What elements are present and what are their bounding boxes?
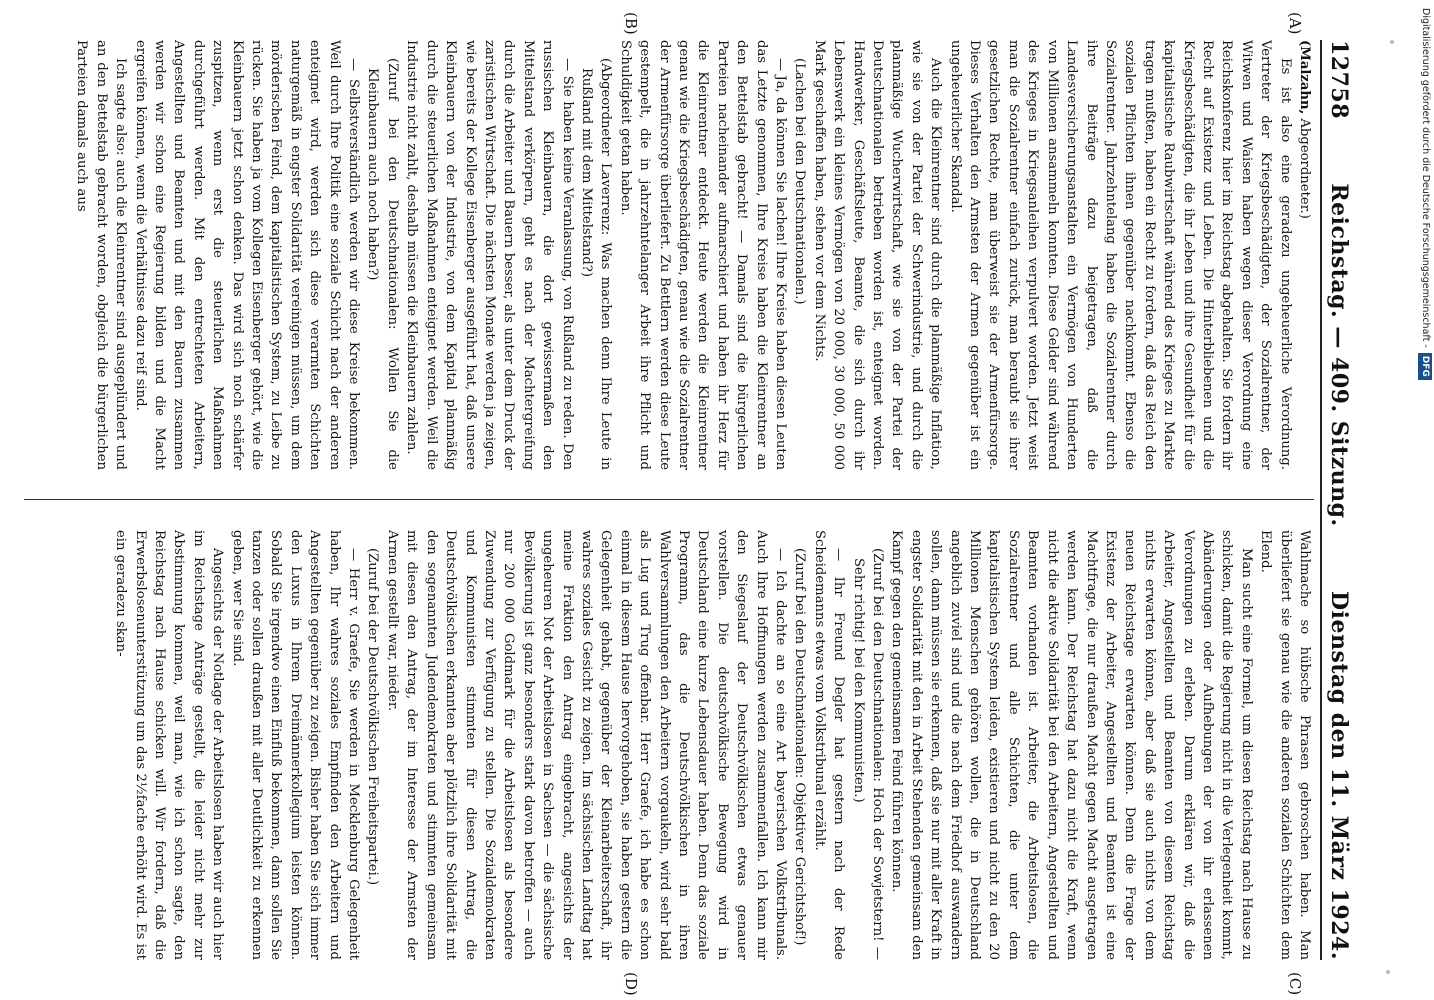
speaker-name: (Malzahn, [1297,40,1312,115]
column-divider [24,499,1314,500]
paragraph: Angesichts der Notlage der Arbeitslosen haben wir auch hier im Reichstage Anträge gestellt, die leider nicht mehr zur Abstimmung kommen, weil man, wie ich schon sagte, den Reichstag nach Hause schicken will. Wir fordern, daß die Erwerbslosenunterstützung um das 2½fache erhöht wird. Es ist ein geradezu skan- [113,530,226,960]
credit-text: Digitalisierung gefördert durch die Deutsche Forschungsgemeinschaft - [1420,8,1431,348]
interjection: (Zuruf bei den Deutschnationalen: Hoch der Sowjetstern! — Sehr richtig! bei den Kommunisten.) [850,548,886,960]
interjection: (Zuruf bei den Deutschnationalen: Objektiver Gerichtshof!) [792,548,808,946]
paragraph: — Selbstverständlich werden wir diese Kreise bekommen. Weil durch Ihre Politik eine soziale Schicht nach der anderen enteignet wird, werden sich diese verarmten Schichten naturgemäß in engster Solidarität vereinigen müssen, um dem mörderischen Feind, dem kapitalistischen System, zu Leibe zu rücken. Sie haben ja vom Kollegen Eisenberger gehört, wie die Kleinbauern jetzt schon denken. Das wird sich noch schärfer zuspitzen, wenn erst die steuerlichen Maßnahmen durchgeführt werden. Mit den entrechteten Arbeitern, Angestellten und Beamten und mit den Bauern zusammen werden wir schon eine Regierung bilden und die Macht ergreifen können, wenn die Verhältnisse dazu reif sind. [132,40,362,470]
paragraph: Es ist also eine geradezu ungeheuerliche Verordnung. Vertreter der Kriegsbeschädigten, der Sozialrentner, der Witwen und Waisen haben wegen dieser Verordnung eine Reichskonferenz hier im Reichstag abgehalten. Sie fordern ihr Recht auf Existenz und Leben. Die Hinterbliebenen und die Kriegsbeschädigten, die ihr Leben und ihre Gesundheit für die kapitalistische Raubwirtschaft während des Krieges zu Markte tragen mußten, haben ein Recht zu fordern, daß das Reich den sozialen Pflichten ihnen gegenüber nachkommt. Ebenso die Sozialrentner. Jahrzehntelang haben die Sozialrentner durch ihre Beiträge dazu beigetragen, daß die Landesversicherungsanstalten ein Vermögen von Hunderten von Millionen ansammeln konnten. Diese Gelder sind während des Krieges in Kriegsanleihen verpulvert worden. Jetzt weist man die Sozialrentner einfach zurück, man beraubt sie ihrer gesetzlichen Rechte, man überweist sie der Armenfürsorge. Dieses Verhalten den Armsten der Armen gegenüber ist ein ungeheuerlicher Skandal. [947,40,1293,470]
speaker-line [1295,40,1314,470]
margin-marker-a: (A) [1286,12,1304,35]
margin-marker-b: (B) [622,12,640,35]
header-rule [1320,40,1322,960]
chamber-session-title: Reichstag. — 409. Sitzung. [1326,183,1352,527]
right-column [20,530,1314,960]
paragraph: — Herr v. Graefe, Sie werden in Mecklenburg Gelegenheit haben, Ihr wahres soziales Empfinden den Arbeitern und Angestellten gegenüber zu zeigen. Bisher haben Sie sich immer den Luxus in Ihrem Dreimännerkollegium leisten können. Sobald Sie irgendwo einen Einfluß bekommen, dann sollen Sie tanzen oder sollen draußen mit aller Deutlichkeit zu erkennen geben, wer Sie sind. [229,530,362,960]
session-date: Dienstag den 11. März 1924. [1326,591,1352,960]
paragraph: Man sucht eine Formel, um diesen Reichstag nach Hause zu schicken, damit die Regierung nicht in die Verlegenheit kommt, Abänderungen oder Aufhebungen der von ihr erlassenen Verordnungen zu erleben. Darum erklären wir, daß die Arbeiter, Angestellten und Beamten von diesem Reichstag nichts erwarten können, aber daß sie auch nichts von dem neuen Reichstage erwarten können. Denn die Frage der Existenz der Arbeiter, Angestellten und Beamten ist eine Machtfrage, die nur draußen Macht gegen Macht ausgetragen werden kann. Der Reichstag hat dazu nicht die Kraft, wenn nicht die aktive Solidarität bei den Arbeitern, Angestellten und Beamten vorhanden ist. Arbeiter, die Arbeitslosen, die Sozialrentner und alle Schichten, die unter dem kapitalistischen System leiden, existieren und nicht zu den 20 Millionen Menschen gehören wollen, die in Deutschland angeblich zuviel sind und die nach dem Friedhof auswandern sollen, dann müssen sie erkennen, daß sie nur mit aller Kraft in engster Solidarität mit den in Arbeit Stehenden gemeinsam den Kampf gegen den gemeinsamen Feind führen können. [889,530,1254,960]
interjection: (Zuruf bei den Deutschnationalen: Wollen Sie die Kleinbauern auch noch haben?) [365,58,400,470]
paragraph: — Ich dachte an so eine Art bayerischen Volkstribunals. Auch Ihre Hoffnungen werden zusammenfallen. Ich kann mir den Siegeslauf der Deutschvölkischen etwas genauer vorstellen. Die deutschvölkische Bewegung wird in Deutschland eine kurze Lebensdauer haben. Denn das soziale Programm, das die Deutschvölkischen in ihren Wahlversammlungen den Arbeitern vorgaukeln, wird sehr bald als Lug und Trug offenbar. Herr Graefe, ich habe es schon einmal in diesem Hause hervorgehoben, sie haben gestern die Gelegenheit gehabt, gegenüber der Kleinarbeiterschaft, ihr wahres soziales Gesicht zu zeigen. Im sächsischen Landtag hat meine Fraktion den Antrag eingebracht, angesichts der ungeheuren Not der Arbeitslosen in Sachsen — die sächsische Bevölkerung ist ganz besonders stark davon betroffen — auch nur 200 000 Goldmark für die Arbeitslosen als besondere Zuwendung zur Verfügung zu stellen. Die Sozialdemokraten und Kommunisten stimmten für diesen Antrag, die Deutschvölkischen erkannten aber plötzlich ihre Solidarität mit den sogenannten Judendemokraten und stimmten gemeinsam mit diesen den Antrag, der im Interesse der Armsten der Armen gestellt war, nieder. [384,530,789,960]
paragraph: — Ihr Freund Degler hat gestern nach der Rede Scheidemanns etwas vom Volkstribunal erzählt. [811,530,847,960]
scan-speck [1386,970,1390,974]
paragraph: Ich sagte also: auch die Kleinrentner sind ausgeplündert und an den Bettelstab gebracht worden, obgleich die bürgerlichen Parteien damals auch aus [74,40,129,470]
page-number: 12758 [1326,40,1352,120]
paragraph: — Sie haben keine Veranlassung, von Rußland zu reden. Den russischen Kleinbauern, die dort gewissermaßen den Mittelstand verkörpern, geht es nach der Machtergreifung durch die Arbeiter und Bauern besser, als unter dem Druck der zaristischen Wirtschaft. Die nächsten Monate werden ja zeigen, wie bereits der Kollege Eisenberger ausgeführt hat, daß unsere Kleinbauern von der Industrie, von dem Kapital planmäßig durch die steuerlichen Maßnahmen enteignet werden. Weil die Industrie nicht zahlt, deshalb müssen die Kleinbauern zahlen. [404,40,575,470]
dfg-logo: DFG [1418,353,1432,380]
paragraph: Auch die Kleinrentner sind durch die planmäßige Inflation, wie sie von der Partei der Schwerindustrie, und durch die planmäßige Wucherwirtschaft, wie sie von der Partei der Deutschnationalen betrieben worden ist, enteignet worden. Handwerker, Geschäftsleute, Beamte, die sich durch ihr Lebenswerk ein kleines Vermögen von 20 000, 30 000, 50 000 Mark geschaffen haben, stehen vor dem Nichts. [811,40,944,470]
interjection: (Zuruf bei der Deutschvölkischen Freiheitspartei.) [365,548,381,886]
left-column [20,40,1314,470]
interjection: (Abgeordneter Laverrenz: Was machen denn Ihre Leute in Rußland mit dem Mittelstand?) [578,58,614,470]
margin-marker-c: (C) [1286,972,1304,996]
paragraph: Wahlmache so hübsche Phrasen gebroschen haben. Man überliefert sie genau wie die anderen sozialen Schichten dem Elend. [1258,530,1312,960]
paragraph: — Ja, da können Sie lachen! Ihre Kreise haben diesen Leuten das Letzte genommen, Ihre Kreise haben die Kleinrentner an den Bettelstab gebracht! — Damals sind die bürgerlichen Parteien nacheinander aufmarschiert und haben ihr Herz für die Kleinrentner entdeckt. Heute werden die Kleinrentner genau wie die Kriegsbeschädigten, genau wie die Sozialrentner der Armenfürsorge überliefert. Zu Bettlern werden diese Leute gestempelt, die in jahrzehntelanger Arbeit ihre Pflicht und Schuldigkeit getan haben. [617,40,789,470]
digitization-credit [1418,8,1432,988]
interjection: (Lachen bei den Deutschnationalen.) [792,58,808,305]
margin-marker-d: (D) [622,972,640,996]
scan-speck [1390,40,1394,44]
page-header [1326,40,1362,960]
speaker-role: Abgeordneter.) [1297,118,1312,219]
